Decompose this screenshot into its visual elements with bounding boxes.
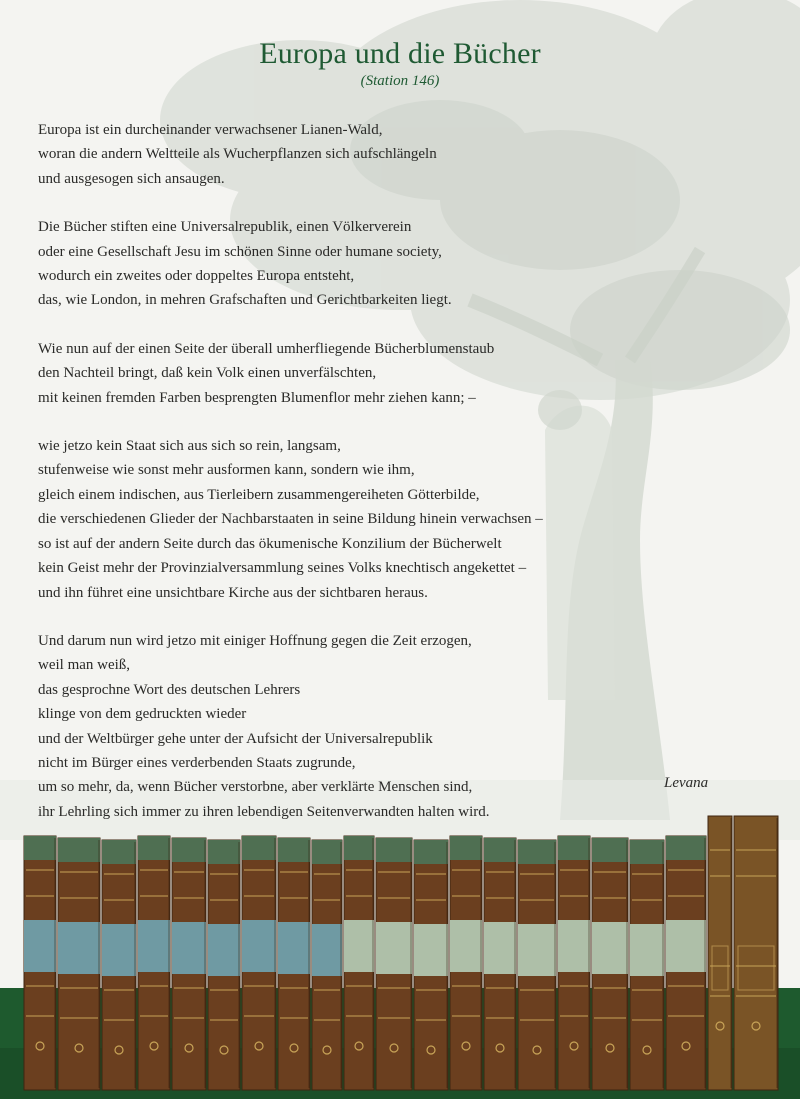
poem-line: die verschiedenen Glieder der Nachbarstaaten in seine Bildung hinein verwachsen – — [38, 511, 543, 528]
stanza — [38, 118, 678, 191]
poem-line: wodurch ein zweites oder doppeltes Europa entsteht, — [38, 268, 355, 285]
title-block — [0, 38, 800, 90]
book-spine — [138, 836, 170, 1090]
book-spine — [172, 838, 206, 1090]
stanza — [38, 629, 678, 824]
book-spine — [484, 838, 516, 1090]
book-spine — [414, 840, 448, 1090]
stanza — [38, 434, 678, 605]
book-spine — [734, 816, 778, 1090]
antique-books-row — [0, 800, 800, 1099]
poem-line: oder eine Gesellschaft Jesu im schönen Sinne oder humane society, — [38, 243, 442, 260]
page-title: Europa und die Bücher — [259, 37, 541, 70]
poem-line: um so mehr, da, wenn Bücher verstorbne, aber verklärte Menschen sind, — [38, 779, 473, 796]
book-spine — [208, 840, 240, 1090]
poem-line: Wie nun auf der einen Seite der überall umherfliegende Bücherblumenstaub — [38, 340, 495, 357]
book-spine — [278, 838, 310, 1090]
poem-line: und der Weltbürger gehe unter der Aufsicht der Universalrepublik — [38, 730, 433, 747]
book-spine — [242, 836, 276, 1090]
poem-line: das gesprochne Wort des deutschen Lehrers — [38, 681, 301, 698]
poem-line: Europa ist ein durcheinander verwachsener Lianen-Wald, — [38, 122, 383, 138]
book-spine — [558, 836, 590, 1090]
poem-text — [38, 118, 678, 848]
book-spine — [344, 836, 374, 1090]
poem-line: nicht im Bürger eines verderbenden Staats zugrunde, — [38, 754, 356, 771]
poem-line: und ausgesogen sich ansaugen. — [38, 170, 225, 187]
book-spine — [450, 836, 482, 1090]
poem-line: und ihn führet eine unsichtbare Kirche aus der sichtbaren heraus. — [38, 584, 428, 601]
poem-line: mit keinen fremden Farben besprengten Blumenflor mehr ziehen kann; – — [38, 389, 476, 406]
stanza — [38, 215, 678, 313]
poem-line: wie jetzo kein Staat sich aus sich so rein, langsam, — [38, 438, 341, 455]
book-spine — [24, 836, 56, 1090]
book-spine — [666, 836, 706, 1090]
book-spine — [312, 840, 342, 1090]
poem-line: woran die andern Weltteile als Wucherpflanzen sich aufschlängeln — [38, 146, 437, 163]
poem-line: gleich einem indischen, aus Tierleibern zusammengereiheten Götterbilde, — [38, 486, 480, 503]
poem-line: ihr Lehrling sich immer zu ihren lebendigen Seitenverwandten halten wird. — [38, 803, 490, 820]
poem-line: das, wie London, in mehren Grafschaften und Gerichtbarkeiten liegt. — [38, 292, 452, 309]
book-spine — [592, 838, 628, 1090]
book-spine — [376, 838, 412, 1090]
book-spine — [518, 840, 556, 1090]
poem-line: Und darum nun wird jetzo mit einiger Hoffnung gegen die Zeit erzogen, — [38, 632, 472, 649]
poem-line: weil man weiß, — [38, 657, 131, 674]
source-attribution: Levana — [664, 775, 709, 791]
poem-line: kein Geist mehr der Provinzialversammlung seines Volks knechtisch angekettet – — [38, 560, 527, 577]
book-spine — [58, 838, 100, 1090]
book-spine — [102, 840, 136, 1090]
poem-line: klinge von dem gedruckten wieder — [38, 706, 247, 723]
stanza — [38, 337, 678, 410]
poem-line: stufenweise wie sonst mehr ausformen kann, sondern wie ihm, — [38, 462, 415, 479]
poem-line: Die Bücher stiften eine Universalrepublik, einen Völkerverein — [38, 219, 412, 236]
poem-line: den Nachteil bringt, daß kein Volk einen unverfälschten, — [38, 365, 377, 382]
page-subtitle: (Station 146) — [360, 73, 440, 89]
book-spine — [708, 816, 732, 1090]
book-spine — [630, 840, 664, 1090]
poem-line: so ist auf der andern Seite durch das ökumenische Konzilium der Bücherwelt — [38, 535, 502, 552]
